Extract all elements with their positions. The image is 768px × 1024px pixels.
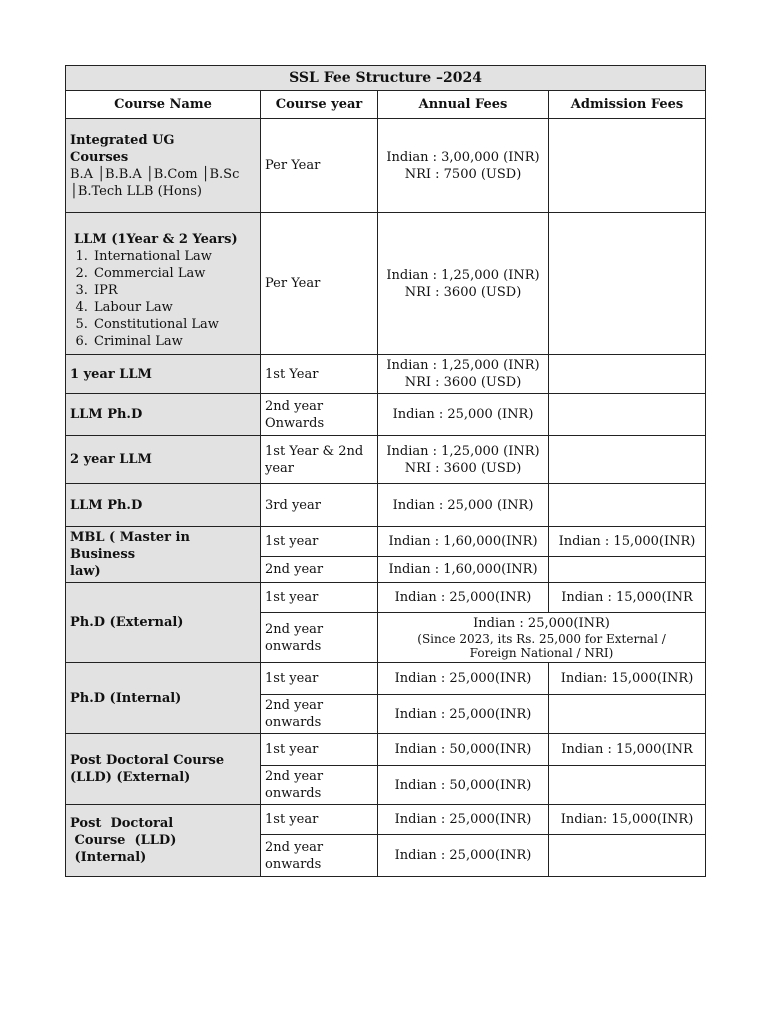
llm-subject: 5. Constitutional Law <box>92 316 256 333</box>
course-year: 1st year <box>261 663 378 695</box>
table-row <box>66 484 706 527</box>
admission-fee: Indian : 15,000(INR) <box>549 527 706 557</box>
year-line: 2nd year <box>265 769 324 784</box>
annual-fee: Indian : 25,000 (INR) <box>378 394 549 436</box>
annual-fee: Indian : 25,000(INR) <box>378 835 549 877</box>
table-title: SSL Fee Structure –2024 <box>66 66 706 91</box>
admission-fee: Indian : 15,000(INR <box>549 734 706 766</box>
admission-fee <box>549 695 706 734</box>
course-name-line: Course (LLD) <box>70 833 177 848</box>
annual-fee <box>378 436 549 484</box>
annual-fee: Indian : 50,000(INR) <box>378 734 549 766</box>
course-name-llm <box>66 213 261 355</box>
year-line: Onwards <box>265 415 325 431</box>
admission-fee <box>549 213 706 355</box>
annual-fee: Indian : 25,000(INR) <box>378 663 549 695</box>
header-course-name: Course Name <box>66 91 261 119</box>
course-year: 1st year <box>261 805 378 835</box>
course-name-2-year-llm: 2 year LLM <box>66 436 261 484</box>
fee-line: NRI : 3600 (USD) <box>404 284 522 300</box>
fee-line: Indian : 3,00,000 (INR) <box>386 149 540 165</box>
fee-line: NRI : 3600 (USD) <box>404 375 522 390</box>
course-name-line: │B.Tech LLB (Hons) <box>70 183 202 199</box>
table-row <box>66 734 706 766</box>
course-year: 1st year <box>261 583 378 613</box>
course-year <box>261 394 378 436</box>
course-name-phd-internal: Ph.D (Internal) <box>66 663 261 734</box>
header-annual-fees: Annual Fees <box>378 91 549 119</box>
llm-subject: 4. Labour Law <box>92 299 256 316</box>
course-year: 1st year <box>261 734 378 766</box>
table-row <box>66 355 706 394</box>
course-name-line: (LLD) (External) <box>70 770 191 785</box>
admission-fee: Indian: 15,000(INR) <box>549 805 706 835</box>
course-name-line: law) <box>70 564 101 579</box>
fee-structure-page <box>65 65 705 877</box>
annual-fee: Indian : 1,60,000(INR) <box>378 557 549 583</box>
course-name-llm-phd: LLM Ph.D <box>66 394 261 436</box>
admission-fee: Indian : 15,000(INR <box>549 583 706 613</box>
fee-line: NRI : 7500 (USD) <box>404 166 522 182</box>
llm-subject-list <box>70 248 256 350</box>
fee-line: Indian : 1,25,000 (INR) <box>386 267 540 283</box>
course-name-line: Post Doctoral <box>70 816 174 831</box>
course-year: 3rd year <box>261 484 378 527</box>
admission-fee <box>549 557 706 583</box>
annual-fee <box>378 613 706 663</box>
annual-fee <box>378 213 549 355</box>
table-row <box>66 805 706 835</box>
course-name-line: (Internal) <box>70 850 147 865</box>
year-line: 2nd year <box>265 698 324 713</box>
course-name-llm-phd: LLM Ph.D <box>66 484 261 527</box>
table-row <box>66 663 706 695</box>
table-row <box>66 436 706 484</box>
course-name-line: Post Doctoral Course <box>70 753 225 768</box>
fee-structure-table <box>65 65 706 877</box>
course-year <box>261 766 378 805</box>
fee-line: NRI : 3600 (USD) <box>404 460 522 476</box>
table-row <box>66 213 706 355</box>
course-name-line: MBL ( Master in Business <box>70 530 190 562</box>
admission-fee <box>549 436 706 484</box>
course-year: Per Year <box>261 213 378 355</box>
admission-fee <box>549 835 706 877</box>
year-line: onwards <box>265 715 322 730</box>
llm-subject: 1. International Law <box>92 248 256 265</box>
table-row <box>66 394 706 436</box>
annual-fee: Indian : 50,000(INR) <box>378 766 549 805</box>
course-name-line: LLM (1Year & 2 Years) <box>74 232 238 247</box>
course-name-line: Integrated UG <box>70 132 175 148</box>
fee-note-line: (Since 2023, its Rs. 25,000 for External / <box>417 632 666 646</box>
course-year: Per Year <box>261 119 378 213</box>
course-name-line: B.A │B.B.A │B.Com │B.Sc <box>70 166 240 182</box>
year-line: onwards <box>265 638 322 654</box>
year-line: year <box>265 460 295 476</box>
annual-fee: Indian : 25,000(INR) <box>378 805 549 835</box>
course-year <box>261 835 378 877</box>
table-row <box>66 527 706 557</box>
course-year: 1st year <box>261 527 378 557</box>
annual-fee <box>378 355 549 394</box>
course-name-line: Courses <box>70 149 129 165</box>
year-line: onwards <box>265 856 322 872</box>
annual-fee: Indian : 25,000(INR) <box>378 695 549 734</box>
year-line: 1st Year & 2nd <box>265 443 364 459</box>
admission-fee <box>549 119 706 213</box>
fee-note-line: Foreign National / NRI) <box>469 646 614 660</box>
course-name-mbl <box>66 527 261 583</box>
course-name-phd-external: Ph.D (External) <box>66 583 261 663</box>
admission-fee: Indian: 15,000(INR) <box>549 663 706 695</box>
course-year <box>261 436 378 484</box>
year-line: 2nd year <box>265 621 324 637</box>
fee-line: Indian : 1,25,000 (INR) <box>386 358 540 373</box>
table-row <box>66 119 706 213</box>
course-year: 1st Year <box>261 355 378 394</box>
course-year <box>261 695 378 734</box>
header-admission-fees: Admission Fees <box>549 91 706 119</box>
admission-fee <box>549 355 706 394</box>
annual-fee: Indian : 1,60,000(INR) <box>378 527 549 557</box>
course-year: 2nd year <box>261 557 378 583</box>
course-name-integrated-ug <box>66 119 261 213</box>
year-line: 2nd year <box>265 398 324 414</box>
admission-fee <box>549 484 706 527</box>
llm-subject: 3. IPR <box>92 282 256 299</box>
llm-subject: 6. Criminal Law <box>92 333 256 350</box>
course-year <box>261 613 378 663</box>
llm-subject: 2. Commercial Law <box>92 265 256 282</box>
annual-fee <box>378 119 549 213</box>
header-row <box>66 91 706 119</box>
course-name-post-doctoral-external <box>66 734 261 805</box>
admission-fee <box>549 394 706 436</box>
annual-fee: Indian : 25,000 (INR) <box>378 484 549 527</box>
annual-fee: Indian : 25,000(INR) <box>378 583 549 613</box>
header-course-year: Course year <box>261 91 378 119</box>
course-name-post-doctoral-internal <box>66 805 261 877</box>
admission-fee <box>549 766 706 805</box>
fee-line: Indian : 1,25,000 (INR) <box>386 443 540 459</box>
fee-line: Indian : 25,000(INR) <box>473 616 610 631</box>
year-line: 2nd year <box>265 839 324 855</box>
course-name-1-year-llm: 1 year LLM <box>66 355 261 394</box>
table-row <box>66 583 706 613</box>
year-line: onwards <box>265 786 322 801</box>
